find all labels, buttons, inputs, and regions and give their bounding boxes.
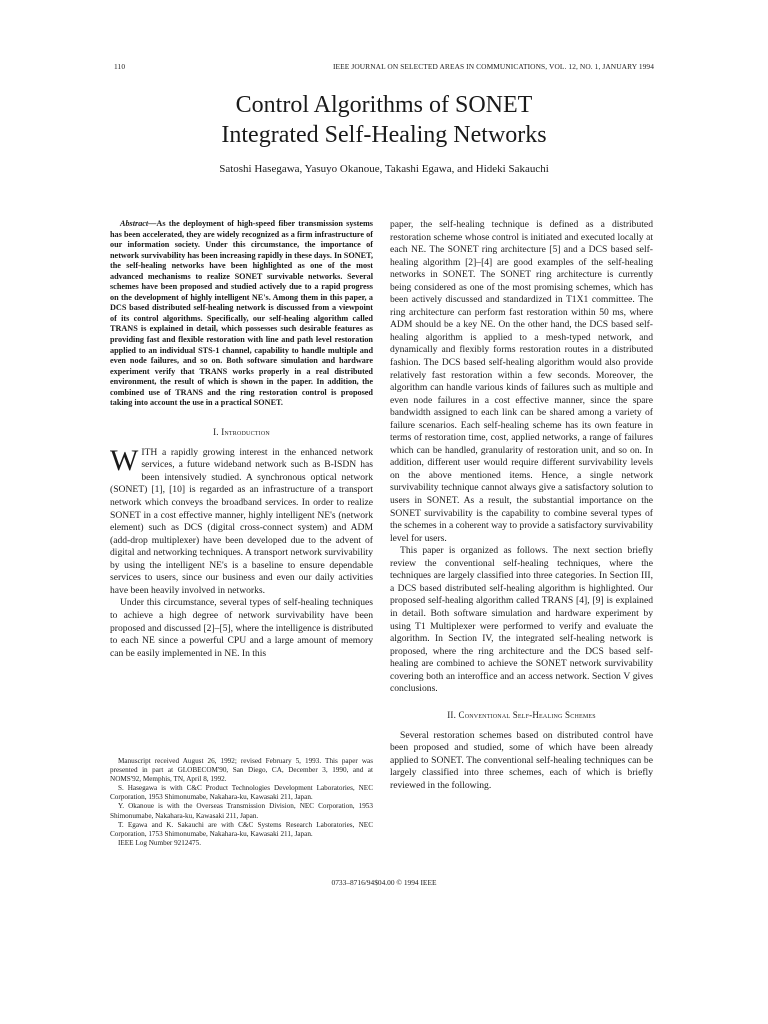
section-numeral: I. bbox=[213, 426, 219, 437]
title-line-2: Integrated Self-Healing Networks bbox=[221, 122, 547, 148]
right-paragraph-3: Several restoration schemes based on distributed control have been proposed and studied, some of which have been already applied to SONET. The conventional self-healing techniques can be largely classified into three schemes, each of which is briefly reviewed in the following. bbox=[390, 729, 653, 791]
author-list: Satoshi Hasegawa, Yasuyo Okanoue, Takashi Egawa, and Hideki Sakauchi bbox=[219, 163, 549, 175]
right-paragraph-2: This paper is organized as follows. The next section briefly review the conventional self-healing techniques, where the techniques are largely classified into three categories. In Section III, a DCS based distributed self-healing algorithm is highlighted. Our proposed self-healing algorithm called TRANS [4], [9] is explained in detail. Both software simulation and hardware experiment by using T1 Multiplexer were performed to verify and evaluate the algorithm. In Section IV, the integrated self-healing network is proposed, where the ring architecture and the DCS based self-healing are combined to achieve the SONET network survivability covering both an interoffice and an access network. Section V gives conclusions. bbox=[390, 545, 653, 695]
footnote: Manuscript received August 26, 1992; revised February 5, 1993. This paper was presented in part at GLOBECOM'90, San Diego, CA, December 3, 1990, and at NOMS'92, Memphis, TN, April 8, 1992. bbox=[110, 757, 373, 784]
section-title: Introduction bbox=[221, 426, 270, 437]
paper-title bbox=[114, 90, 654, 150]
right-column bbox=[390, 219, 653, 793]
section-title: Conventional Self-Healing Schemes bbox=[458, 709, 596, 720]
footnote: IEEE Log Number 9212475. bbox=[118, 838, 202, 847]
footnotes bbox=[110, 757, 373, 848]
section-numeral: II. bbox=[447, 709, 457, 720]
footnote: S. Hasegawa is with C&C Product Technologies Development Laboratories, NEC Corporation, 1953 Shimonumabe, Nakahara-ku, Kawasaki 211, Japan. bbox=[110, 784, 373, 802]
footnote: T. Egawa and K. Sakauchi are with C&C Systems Research Laboratories, NEC Corporation, 1753 Shimonumabe, Nakahara-ku, Kawasaki 211, Japan. bbox=[110, 820, 373, 838]
abstract-text: As the deployment of high-speed fiber transmission systems has been accelerated, they are widely recognized as a firm infrastructure of our information society. Under this circumstance, the importance of network survivability has been increasing rapidly in these days. In SONET, the self-healing networks have been highlighted as one of the most advanced mechanisms to realize SONET survivable networks. Several schemes have been proposed and studied actively due to a rapid progress on the development of highly intelligent NE's. Among them in this paper, a DCS based distributed self-healing network is discussed from a viewpoint of its control algorithms. Specifically, our self-healing algorithm called TRANS is explained in detail, which possesses such desirable features as providing fast and flexible restoration with line and path level restoration applied to an individual STS-1 channel, capability to handle multiple and even node failures, and so on. Both software simulation and hardware experiment verify that TRANS works properly in a real distributed environment, the result of which is shown in the paper. In addition, the combined use of TRANS and the ring restoration control is proposed taking into account the use in a practical SONET. bbox=[110, 219, 373, 408]
copyright-line: 0733–8716/94$04.00 © 1994 IEEE bbox=[331, 878, 437, 887]
right-paragraph-1: paper, the self-healing technique is defined as a distributed restoration scheme whose control is initiated and executed locally at each NE. The SONET ring architecture [5] and a DCS based self-healing algorithm [2]–[4] are good examples of the self-healing networks in SONET. The SONET ring architecture is currently being considered as one of the most promising schemes, which has been actively discussed and standardized in T1X1 committee. The ring architecture can perform fast restoration within 50 ms, where ADM should be a key NE. On the other hand, the DCS based self-healing algorithm is applied to a mesh-typed network, and dynamically and flexibly forms restoration routes in a distributed fashion. The DCS based self-healing algorithm would also provide relatively fast restoration within a few seconds. Moreover, the algorithm can handle various kinds of failures such as multiple and even node failures in a cost effective manner, since the spare bandwidth assigned to each link can be shared among a variety of failure scenarios. Each self-healing scheme has its own feature in terms of restoration time, cost, applied networks, a range of failures which can be handled, granularity of restoration unit, and so on. In addition, different user would require different survivability levels on the above mentioned items. Hence, a single network survivability technique cannot always give a satisfactory solution to users in SONET. As a result, the substantial importance on the SONET survivability is the capability to combine several types of the schemes in a coherent way to provide a satisfactory survivability level for users. bbox=[390, 219, 653, 544]
journal-line: IEEE JOURNAL ON SELECTED AREAS IN COMMUNICATIONS, VOL. 12, NO. 1, JANUARY 1994 bbox=[332, 62, 654, 71]
left-column bbox=[110, 219, 373, 660]
intro-paragraph-1 bbox=[110, 443, 373, 598]
title-line-1: Control Algorithms of SONET bbox=[235, 92, 533, 118]
section-heading-conventional bbox=[390, 710, 653, 720]
abstract-lead: Abstract— bbox=[120, 219, 157, 228]
footnote: Y. Okanoue is with the Overseas Transmission Division, NEC Corporation, 1953 Shimonumabe, Nakahara-ku, Kawasaki 211, Japan. bbox=[110, 802, 373, 820]
section-heading-introduction bbox=[110, 427, 373, 437]
abstract bbox=[110, 219, 373, 409]
page-number: 110 bbox=[114, 62, 126, 71]
drop-cap: W bbox=[110, 443, 139, 477]
intro-paragraph-2: Under this circumstance, several types of self-healing techniques to achieve a high degree of network survivability have been proposed and discussed [2]–[5], where the intelligence is distributed to each NE since a powerful CPU and a large amount of memory can be easily implemented in NE. In this bbox=[110, 597, 373, 659]
intro-paragraph-1-text: ITH a rapidly growing interest in the enhanced network services, a future wideband network such as B-ISDN has been intensively studied. A synchronous optical network (SONET) [1], [10] is regarded as an infrastructure of a transport network which conveys the broadband services. In order to realize SONET in a cost effective manner, highly intelligent NE's (network element) such as DCS (digital cross-connect system) and ADM (add-drop multiplexer) have been developed due to the advent of digital and networking techniques. A transport network survivability by using the intelligent NE's is a baseline to ensure dependable services to users, since our business and even our daily activities have been heavily involved in networks. bbox=[110, 446, 373, 596]
